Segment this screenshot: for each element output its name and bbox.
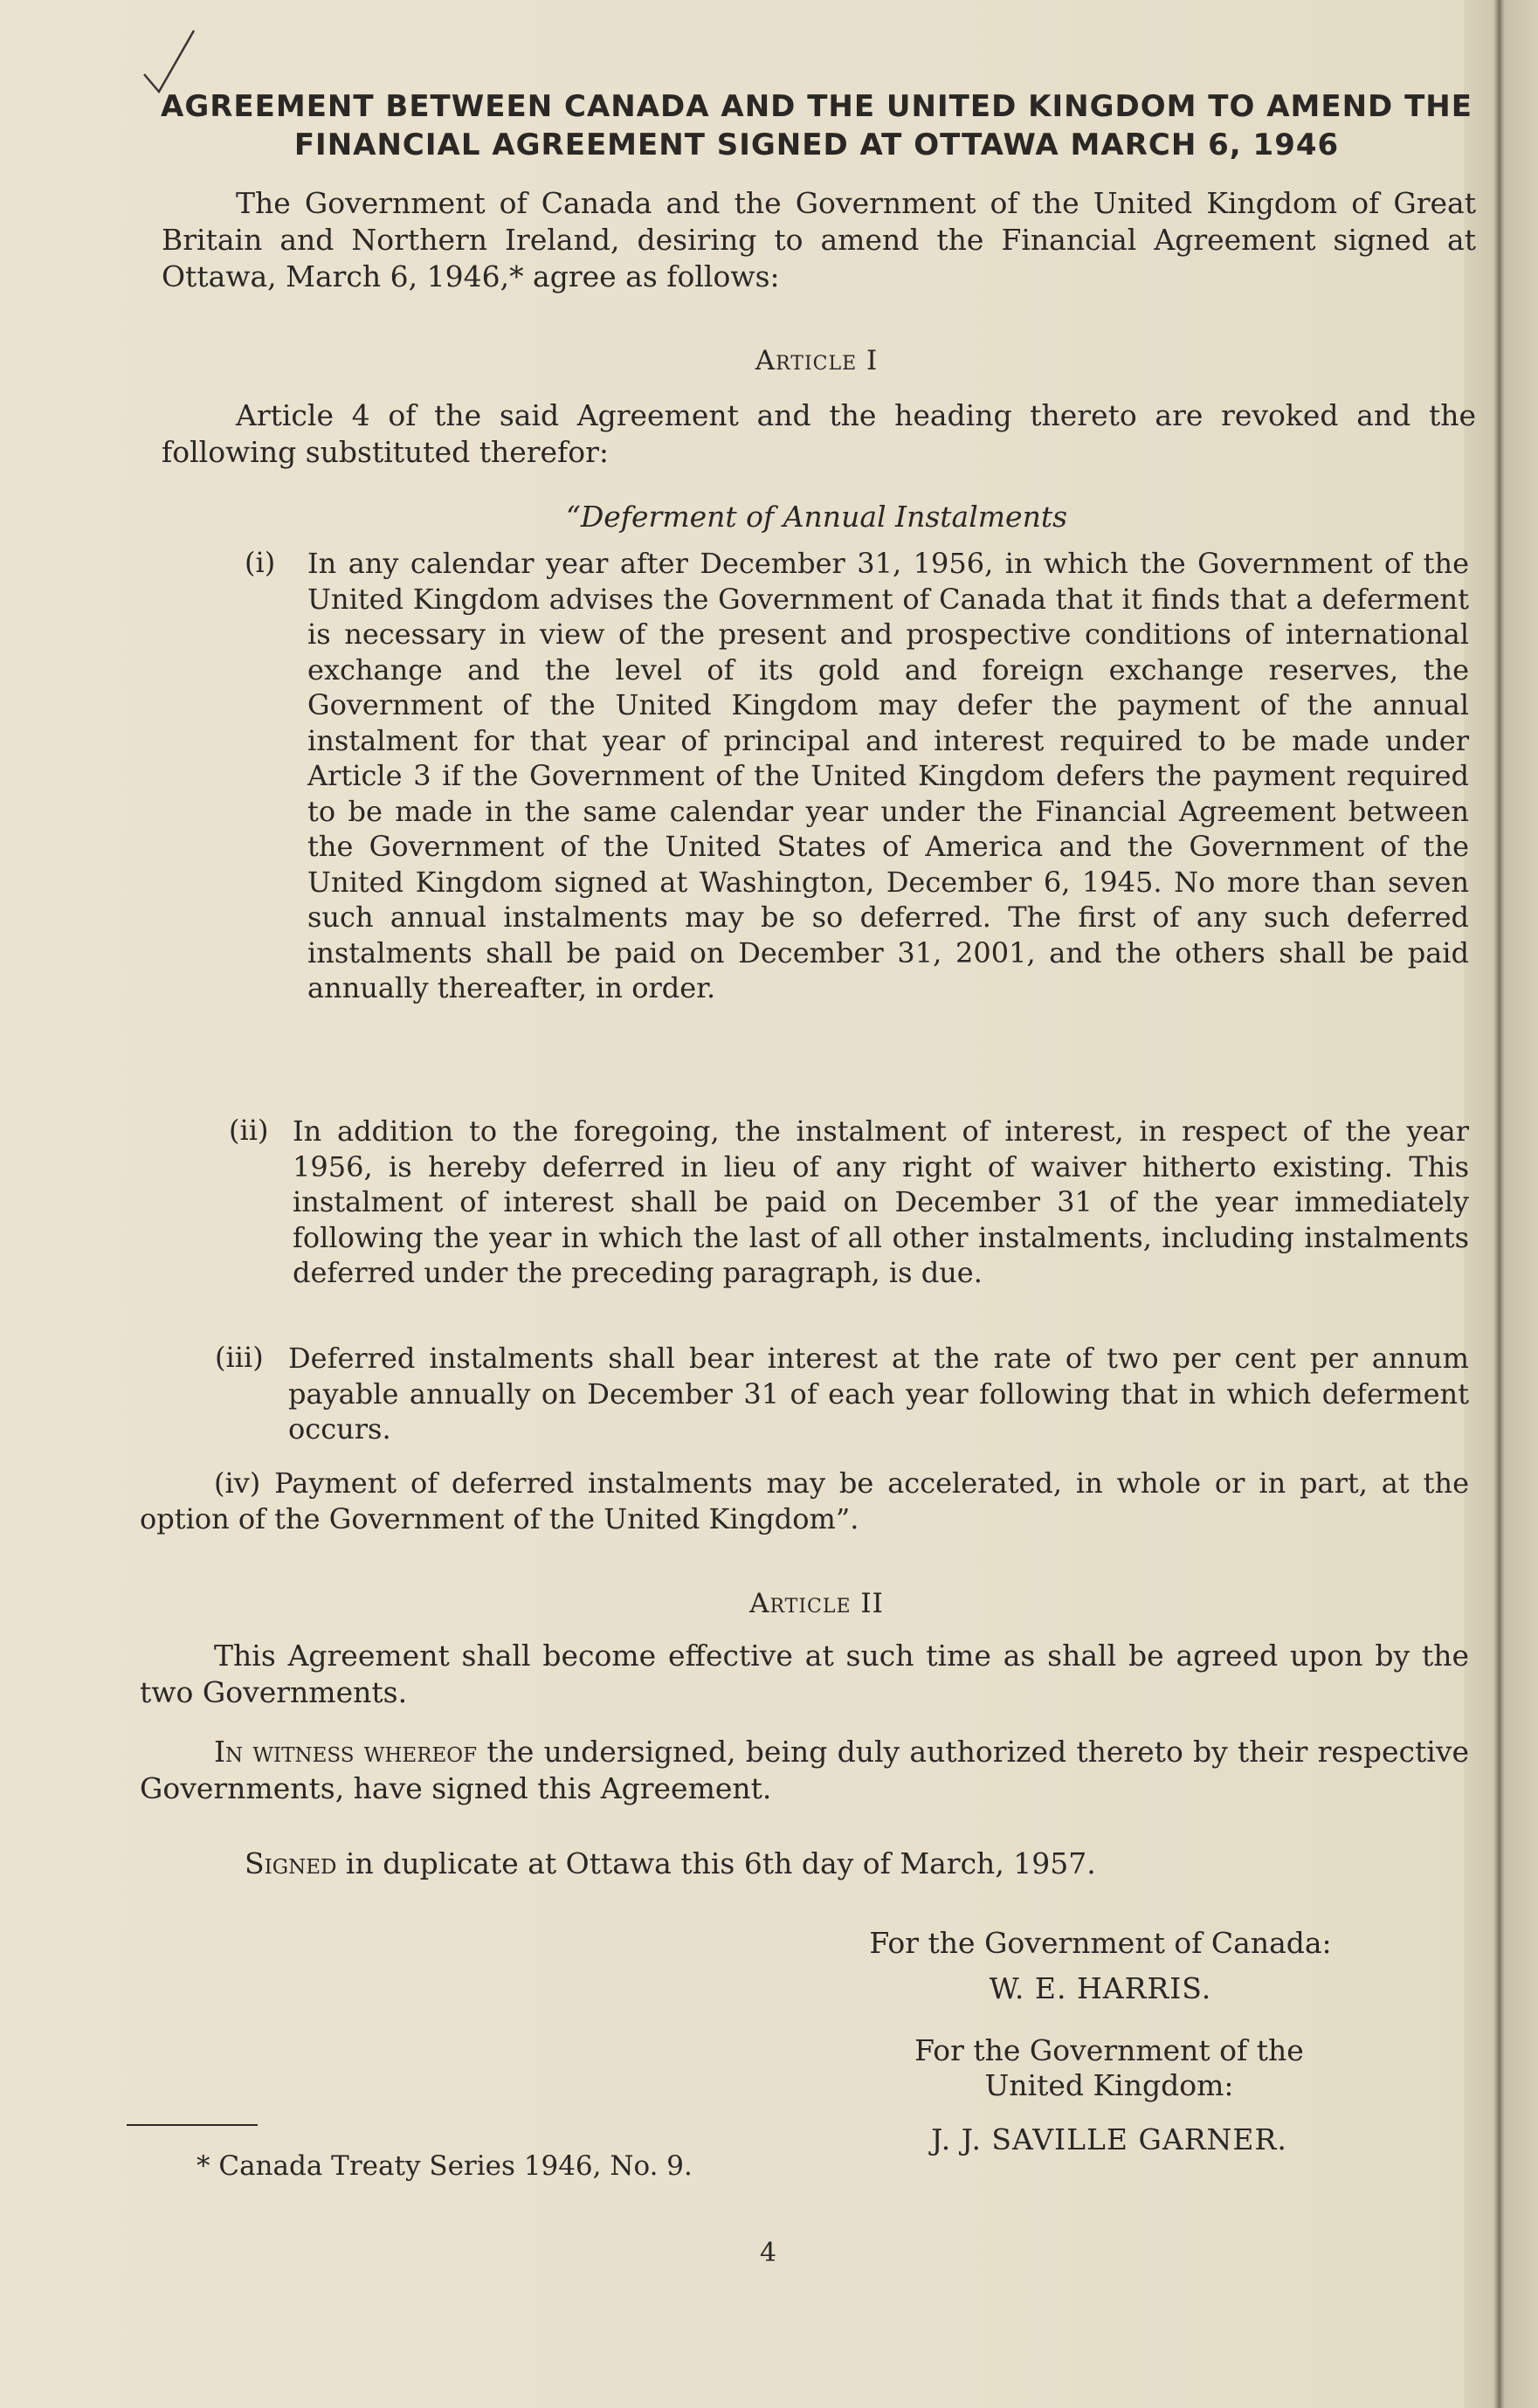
item-1-text: In any calendar year after December 31, 1956, in which the Government of the United Kingdom advises the Government of Canada that it finds that a deferment is necessary in view of the present and prospective conditions of international exchange and the level of its gold and foreign exchange reserves, the Government of the United Kingdom may defer the payment of the annual instalment for that year of principal and interest required to be made under Article 3 if the Government of the United Kingdom defers the payment required to be made in the same calendar year under the Financial Agreement between the Government of the United States of America and the Government of the United Kingdom signed at Washington, December 6, 1945. No more than seven such annual instalments may be so deferred. The first of any such deferred instalments shall be paid on December 31, 2001, and the others shall be paid annually thereafter, in order. (307, 547, 1469, 1004)
witness-lead: In witness whereof (214, 1735, 478, 1769)
signed-lead: Signed (245, 1846, 337, 1880)
signed-text: in duplicate at Ottawa this 6th day of March, 1957. (336, 1846, 1096, 1880)
signature-canada-name: W. E. HARRIS. (989, 1971, 1212, 2005)
article-2-text: This Agreement shall become effective at such time as shall be agreed upon by the two Governments. (140, 1639, 1469, 1709)
article-1-heading: Article I (755, 345, 879, 376)
signature-uk-for-line-1: For the Government of the (914, 2033, 1304, 2067)
article-1-intro: Article 4 of the said Agreement and the heading thereto are revoked and the following substituted therefor: (162, 398, 1476, 469)
signature-block-canada (786, 1926, 1415, 2006)
footnote-rule (127, 2124, 258, 2126)
document-title (157, 87, 1476, 164)
item-4-body: Payment of deferred instalments may be accelerated, in whole or in part, at the option of the Government of the United Kingdom”. (140, 1466, 1470, 1535)
title-line-1: AGREEMENT BETWEEN CANADA AND THE UNITED KINGDOM TO AMEND THE (161, 89, 1472, 124)
signature-block-uk (830, 2033, 1389, 2157)
item-2-text: In addition to the foregoing, the instalment of interest, in respect of the year 1956, is hereby deferred in lieu of any right of waiver hitherto existing. This instalment of interest shall be paid on December 31 of the year immediately following the year in which the last of all other instalments, including instalments deferred under the preceding paragraph, is due. (293, 1114, 1469, 1289)
signed-paragraph (170, 1846, 1469, 1882)
title-line-2: FINANCIAL AGREEMENT SIGNED AT OTTAWA MARCH 6, 1946 (293, 128, 1340, 162)
check-mark-icon (140, 26, 201, 96)
item-2-marker: (ii) (229, 1114, 269, 1147)
signature-uk-name: J. J. SAVILLE GARNER. (931, 2122, 1287, 2156)
item-1-marker: (i) (245, 546, 276, 579)
article-2-heading: Article II (749, 1588, 884, 1619)
witness-text: the undersigned, being duly authorized thereto by their respective Governments, have signed this Agreement. (140, 1735, 1470, 1805)
signature-uk-for-line-2: United Kingdom: (984, 2068, 1234, 2102)
signature-canada-for: For the Government of Canada: (869, 1926, 1332, 1960)
footnote: * Canada Treaty Series 1946, No. 9. (197, 2150, 693, 2182)
preamble-paragraph: The Government of Canada and the Government of the United Kingdom of Great Britain and Northern Ireland, desiring to amend the Financial Agreement signed at Ottawa, March 6, 1946,* agree as follows: (162, 186, 1476, 293)
item-3-marker: (iii) (215, 1341, 264, 1374)
item-4-marker: (iv) (214, 1466, 261, 1500)
witness-paragraph (140, 1734, 1469, 1807)
item-3-text: Deferred instalments shall bear interest at the rate of two per cent per annum payable annually on December 31 of each year following that in which deferment occurs. (288, 1342, 1469, 1445)
article-1-subheading: “Deferment of Annual Instalments (565, 500, 1068, 534)
page-number: 4 (760, 2238, 777, 2268)
item-4-text (140, 1466, 1469, 1536)
